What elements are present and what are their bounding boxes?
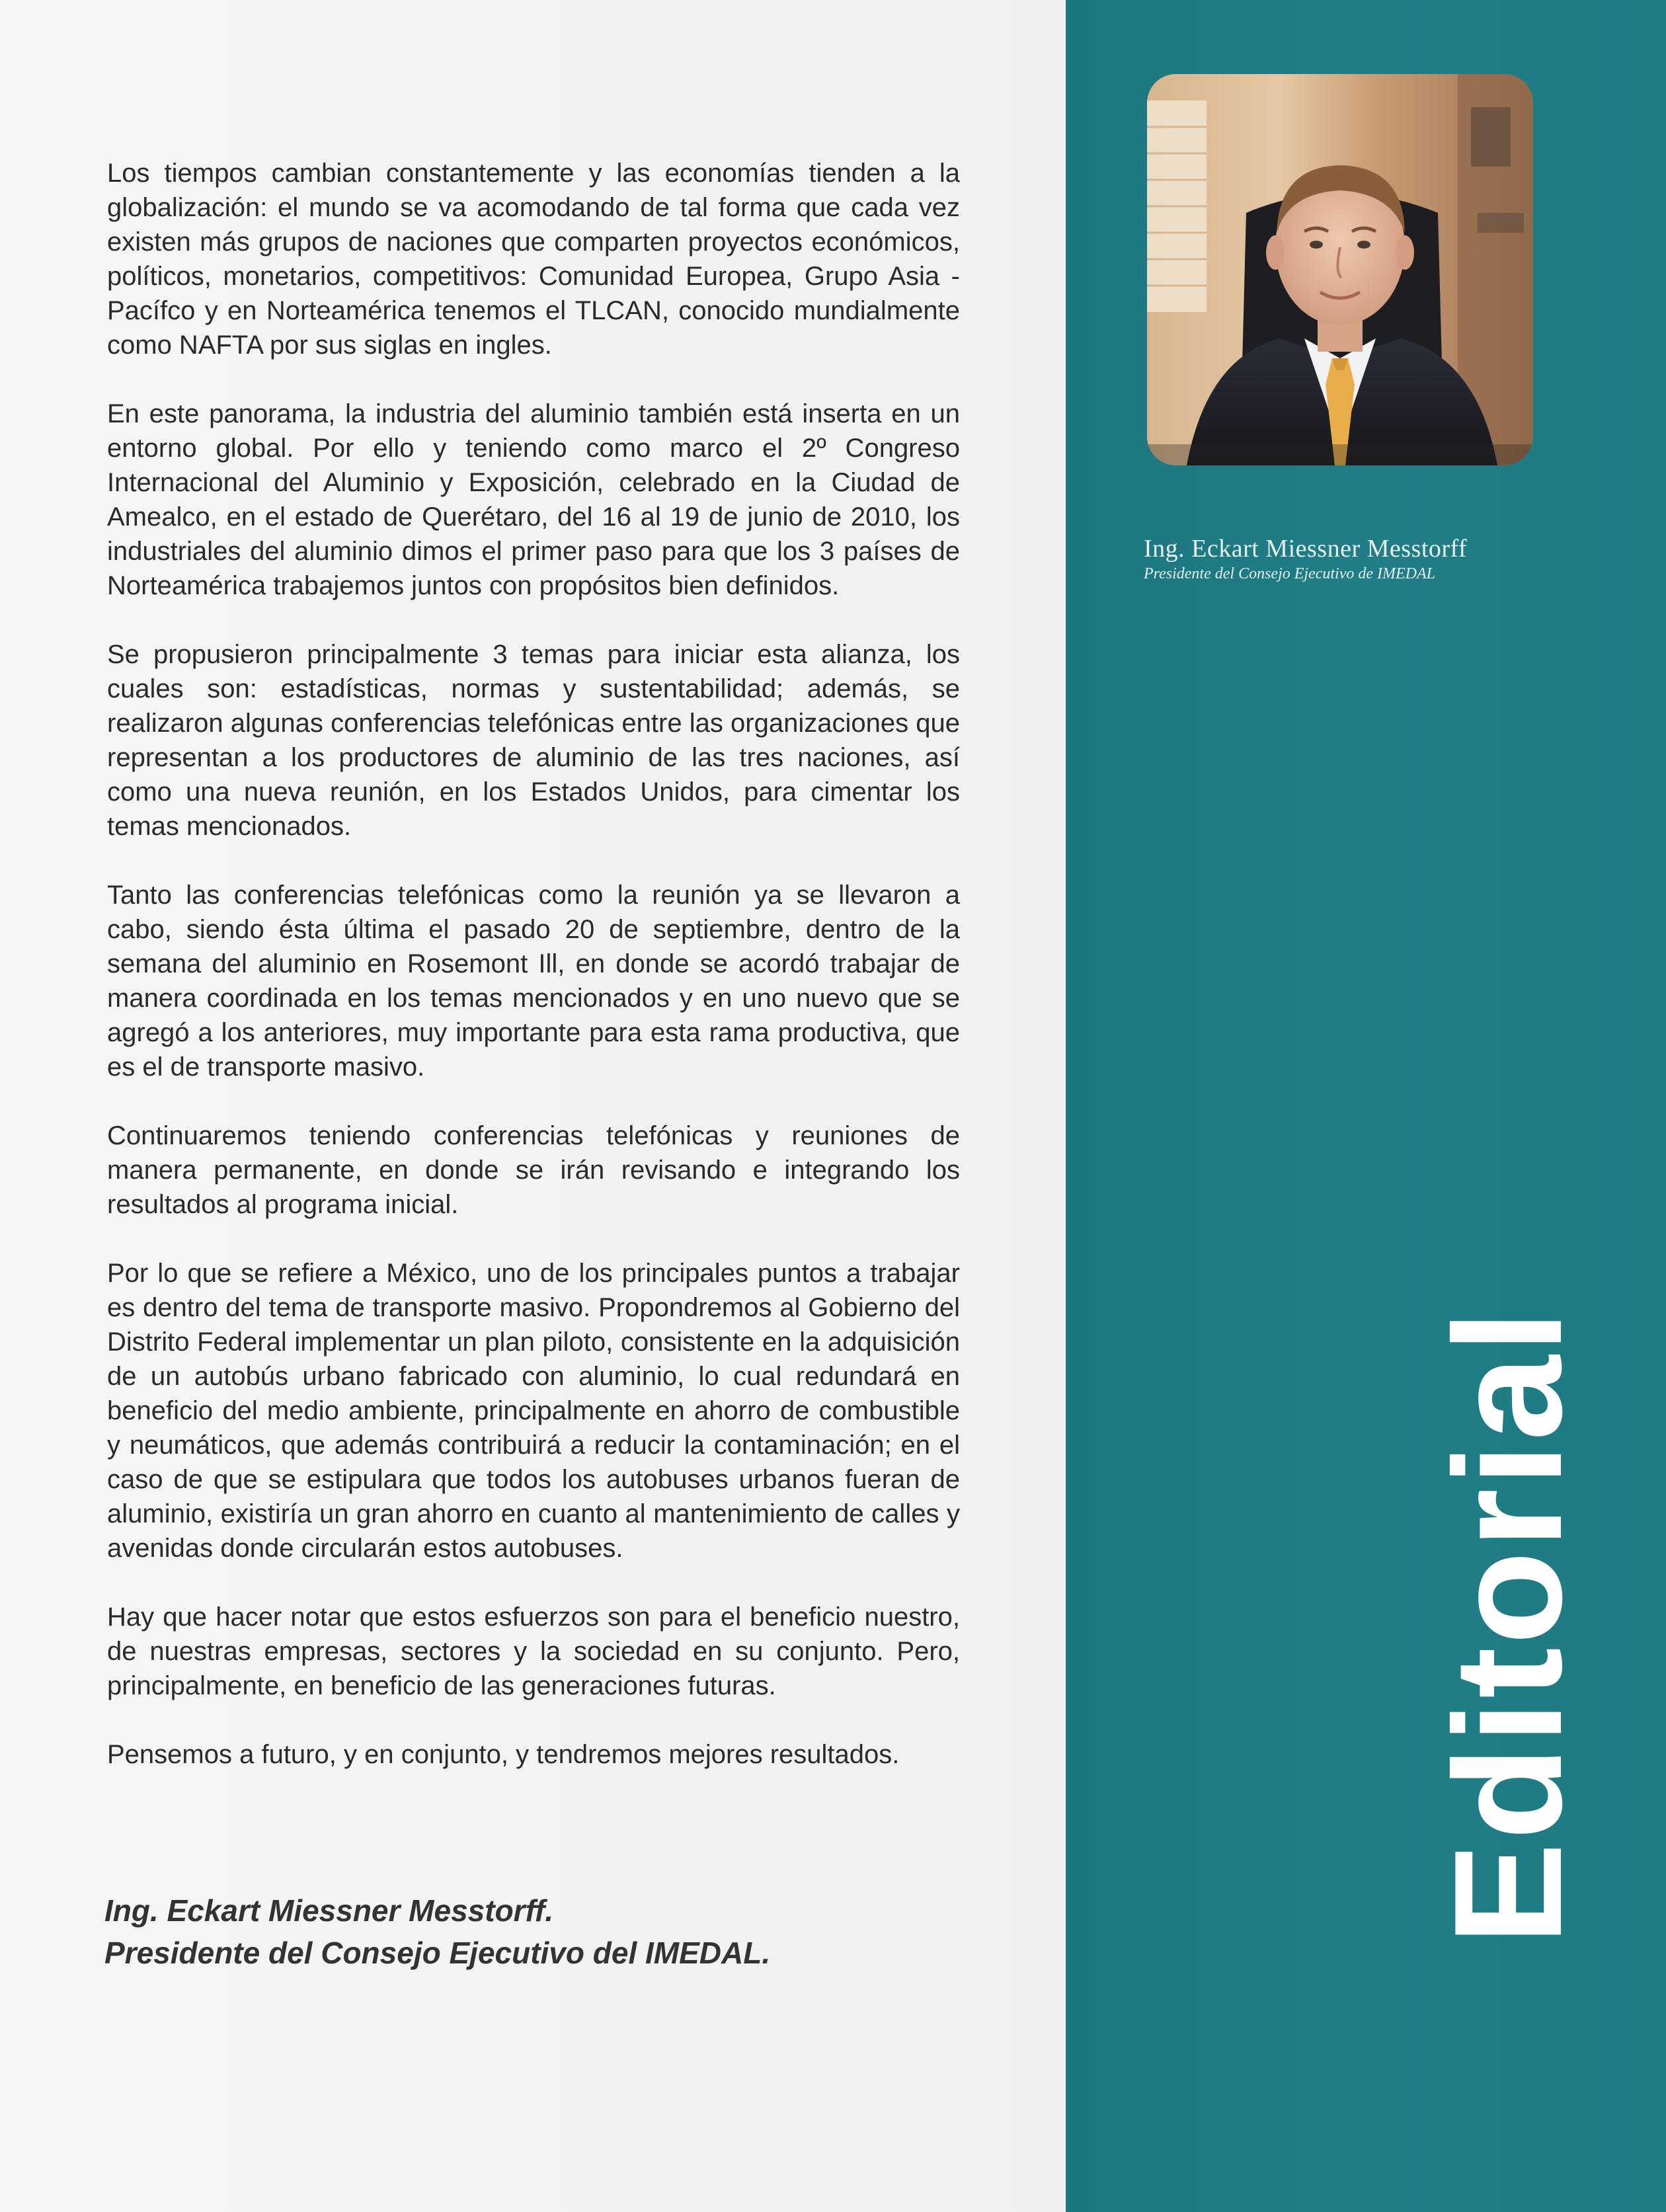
paragraph-5: Continuaremos teniendo conferencias telefónicas y reuniones de manera permanente, en donde se irán revisando e integrando los resultados al programa inicial. xyxy=(107,1121,960,1219)
paragraph-1: Los tiempos cambian constantemente y las economías tienden a la globalización: el mundo se va acomodando de tal forma que cada vez existen más grupos de naciones que comparten proyectos económicos, políticos, monetarios, competitivos: Comunidad Europea, Grupo Asia - Pacífco y en Norteamérica tenemos el TLCAN, conocido mundialmente como NAFTA por sus siglas en ingles. xyxy=(107,159,960,360)
signature-block xyxy=(104,1889,977,1974)
paragraph-6: Por lo que se refiere a México, uno de los principales puntos a trabajar es dentro del tema de transporte masivo. Propondremos al Gobierno del Distrito Federal implementar un plan piloto, consistente en la adquisición de un autobús urbano fabricado con aluminio, lo cual redundará en beneficio del medio ambiente, principalmente en ahorro de combustible y neumáticos, que además contribuirá a reducir la contaminación; en el caso de que se estipulara que todos los autobuses urbanos fueran de aluminio, existiría un gran ahorro en cuanto al mantenimiento de calles y avenidas donde circularán estos autobuses. xyxy=(107,1259,960,1563)
photo-caption xyxy=(1144,534,1554,584)
portrait-illustration xyxy=(1147,74,1533,465)
caption-title: Presidente del Consejo Ejecutivo de IMEDAL xyxy=(1144,565,1435,582)
section-label: Editorial xyxy=(1423,1307,1594,1946)
signature-title: Presidente del Consejo Ejecutivo del IMEDAL. xyxy=(104,1936,771,1970)
paragraph-7: Hay que hacer notar que estos esfuerzos son para el beneficio nuestro, de nuestras empresas, sectores y la sociedad en su conjunto. Pero, principalmente, en beneficio de las generaciones futuras. xyxy=(107,1602,960,1700)
paragraph-8: Pensemos a futuro, y en conjunto, y tendremos mejores resultados. xyxy=(107,1740,900,1769)
signature-name: Ing. Eckart Miessner Messtorff. xyxy=(104,1893,554,1928)
author-portrait-photo xyxy=(1147,74,1533,465)
paragraph-4: Tanto las conferencias telefónicas como la reunión ya se llevaron a cabo, siendo ésta última el pasado 20 de septiembre, dentro de la semana del aluminio en Rosemont Ill, en donde se acordó trabajar de manera coordinada en los temas mencionados y en uno nuevo que se agregó a los anteriores, muy importante para esta rama productiva, que es el de transporte masivo. xyxy=(107,881,960,1082)
paragraph-3: Se propusieron principalmente 3 temas para iniciar esta alianza, los cuales son: estadísticas, normas y sustentabilidad; además, se realizaron algunas conferencias telefónicas entre las organizaciones que representan a los productores de aluminio de las tres naciones, así como una nueva reunión, en los Estados Unidos, para cimentar los temas mencionados. xyxy=(107,640,960,841)
paragraph-2: En este panorama, la industria del aluminio también está inserta en un entorno global. Por ello y teniendo como marco el 2º Congreso Internacional del Aluminio y Exposición, celebrado en la Ciudad de Amealco, en el estado de Querétaro, del 16 al 19 de junio de 2010, los industriales del aluminio dimos el primer paso para que los 3 países de Norteamérica trabajemos juntos con propósitos bien definidos. xyxy=(107,399,960,600)
caption-name: Ing. Eckart Miessner Messtorff xyxy=(1144,535,1468,563)
editorial-article xyxy=(107,156,960,1806)
